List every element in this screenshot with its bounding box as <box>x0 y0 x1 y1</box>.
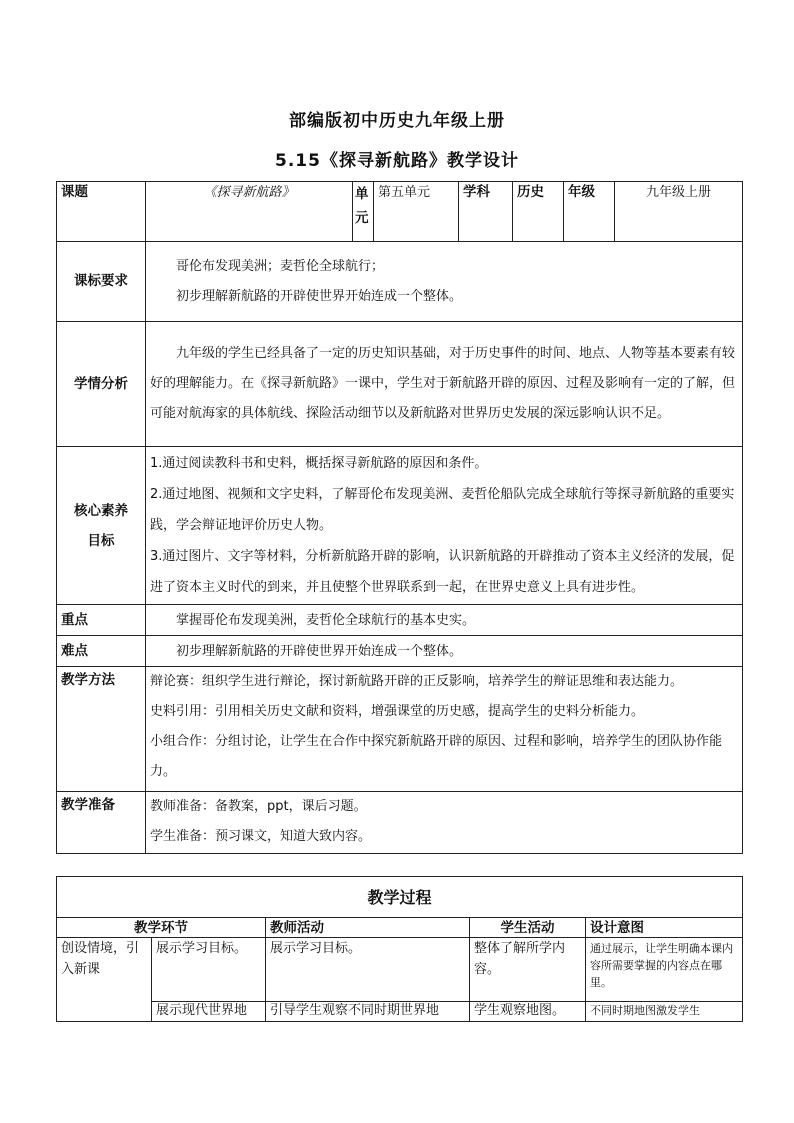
header-student: 学生活动 <box>470 918 586 938</box>
goal-item: 3.通过图片、文字等材料，分析新航路开辟的影响，认识新航路的开辟推动了资本主义经济的发展，促进了资本主义时代的到来，并且使整个世界联系到一起，在世界史意义上具有进步性。 <box>150 549 735 595</box>
grade-value: 九年级上册 <box>615 182 743 242</box>
key-text: 掌握哥伦布发现美洲，麦哲伦全球航行的基本史实。 <box>146 605 743 636</box>
unit-label <box>353 182 374 242</box>
subject-label: 学科 <box>459 182 513 242</box>
prep-label: 教学准备 <box>57 792 146 854</box>
standard-line: 初步理解新航路的开辟使世界开始连成一个整体。 <box>176 288 463 304</box>
step-cell: 展示学习目标。 <box>152 938 266 1002</box>
standard-line: 哥伦布发现美洲；麦哲伦全球航行； <box>176 258 385 274</box>
standard-label: 课标要求 <box>57 242 146 322</box>
document-subtitle: 5.15《探寻新航路》教学设计 <box>275 151 519 171</box>
goal-item: 1.通过阅读教科书和史料，概括探寻新航路的原因和条件。 <box>150 456 488 471</box>
unit-label-1: 单 <box>355 186 369 202</box>
intent-cell: 不同时期地图激发学生 <box>586 1002 743 1022</box>
header-teacher: 教师活动 <box>266 918 470 938</box>
step-cell: 展示现代世界地 <box>152 1002 266 1022</box>
goals-label-1: 核心素养 <box>74 502 128 519</box>
lesson-info-table <box>56 181 743 854</box>
header-stage: 教学环节 <box>57 918 266 938</box>
student-cell: 整体了解所学内容。 <box>470 938 586 1002</box>
analysis-text: 九年级的学生已经具备了一定的历史知识基础，对于历史事件的时间、地点、人物等基本要素有较好的理解能力。在《探寻新航路》一课中，学生对于新航路开辟的原因、过程及影响有一定的了解，但可能对航海家的具体航线、探险活动细节以及新航路对世界历史发展的深远影响认识不足。 <box>146 322 743 447</box>
prep-content <box>146 792 743 854</box>
intent-cell: 通过展示，让学生明确本课内容所需要掌握的内容点在哪里。 <box>586 938 743 1002</box>
key-label: 重点 <box>57 605 146 636</box>
topic-label: 课题 <box>57 182 146 242</box>
methods-content <box>146 667 743 792</box>
prep-line: 学生准备：预习课文，知道大致内容。 <box>150 829 372 844</box>
unit-label-2: 元 <box>355 210 369 226</box>
teaching-process-table <box>56 876 743 1022</box>
goals-label <box>57 447 146 605</box>
teacher-cell: 展示学习目标。 <box>266 938 470 1002</box>
goals-label-2: 目标 <box>87 532 115 549</box>
header-intent: 设计意图 <box>586 918 743 938</box>
goal-item: 2.通过地图、视频和文字史料，了解哥伦布发现美洲、麦哲伦船队完成全球航行等探寻新航路的重要实践，学会辩证地评价历史人物。 <box>150 487 735 533</box>
difficulty-text: 初步理解新航路的开辟使世界开始连成一个整体。 <box>146 636 743 667</box>
process-title: 教学过程 <box>57 877 743 918</box>
grade-label: 年级 <box>564 182 615 242</box>
method-item: 小组合作：分组讨论，让学生在合作中探究新航路开辟的原因、过程和影响，培养学生的团队协作能力。 <box>150 734 723 779</box>
stage-cell: 创设情境，引入新课 <box>57 938 152 1022</box>
analysis-label: 学情分析 <box>57 322 146 447</box>
method-item: 辩论赛：组织学生进行辩论，探讨新航路开辟的正反影响，培养学生的辩证思维和表达能力。 <box>150 674 684 689</box>
goals-content <box>146 447 743 605</box>
prep-line: 教师准备：备教案，ppt，课后习题。 <box>150 799 367 814</box>
method-label: 教学方法 <box>57 667 146 792</box>
topic-value: 《探寻新航路》 <box>146 182 353 242</box>
subject-value: 历史 <box>513 182 564 242</box>
document-title: 部编版初中历史九年级上册 <box>289 111 505 131</box>
teacher-cell: 引导学生观察不同时期世界地 <box>266 1002 470 1022</box>
method-item: 史料引用：引用相关历史文献和资料，增强课堂的历史感，提高学生的史料分析能力。 <box>150 704 645 719</box>
standard-content <box>146 242 743 322</box>
student-cell: 学生观察地图。 <box>470 1002 586 1022</box>
difficulty-label: 难点 <box>57 636 146 667</box>
unit-value: 第五单元 <box>374 182 459 242</box>
